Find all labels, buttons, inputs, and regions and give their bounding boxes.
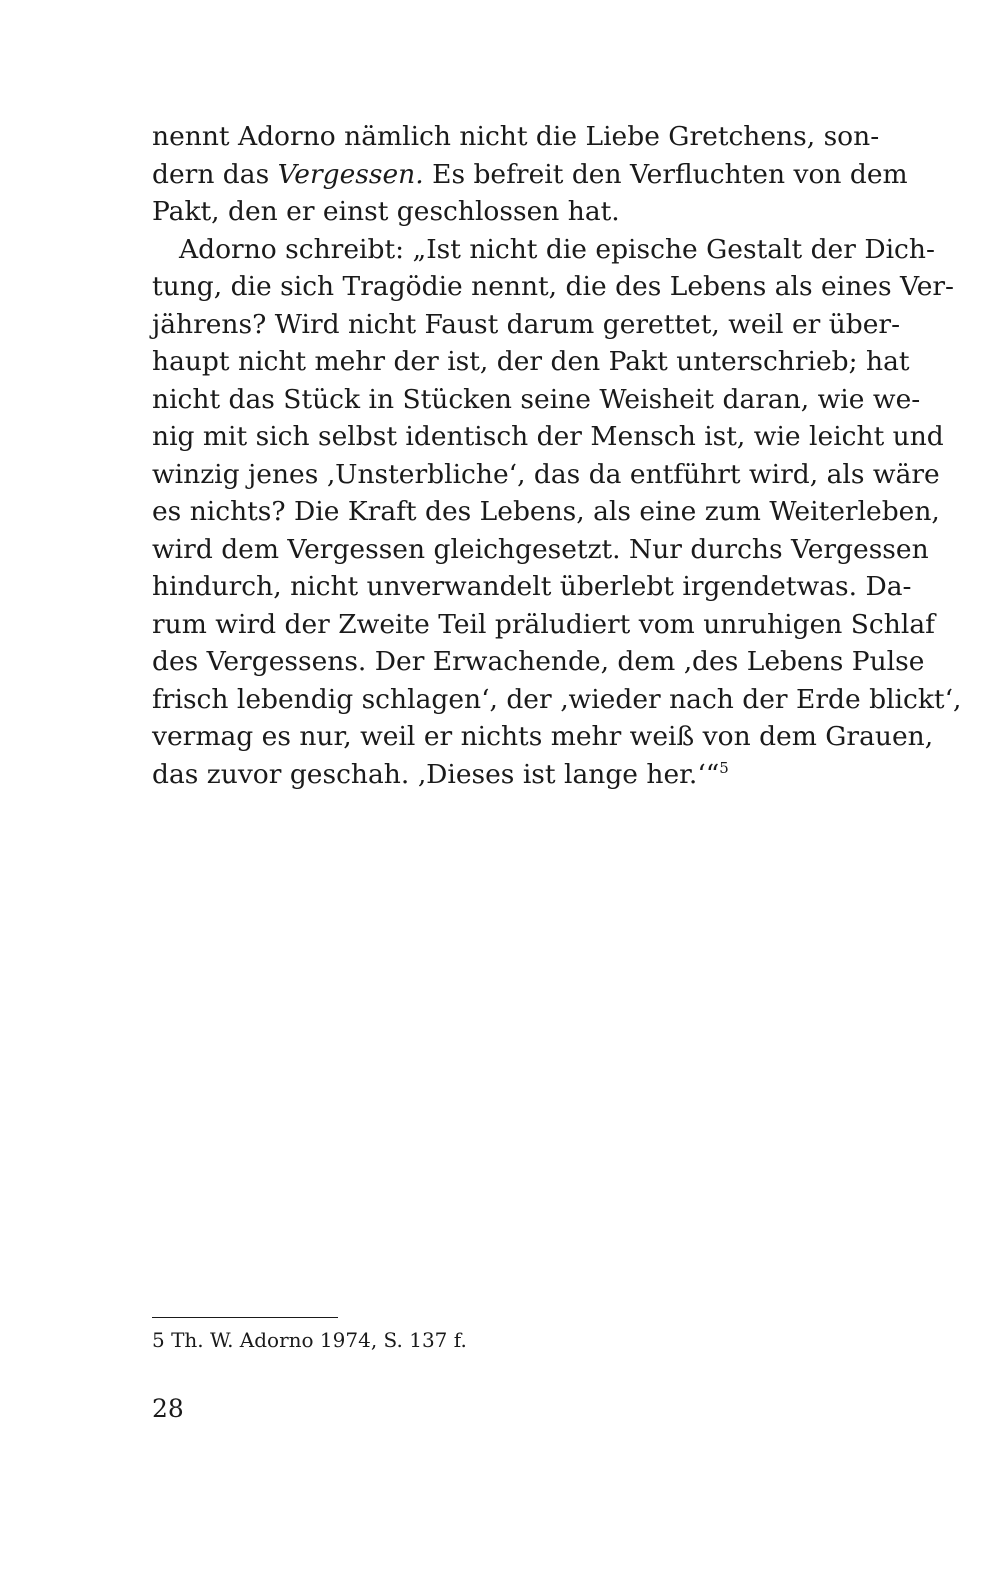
- text-line: nicht das Stück in Stücken seine Weisheit daran, wie we-: [152, 383, 921, 415]
- text-line: tung, die sich Tragödie nennt, die des Lebens als eines Ver-: [152, 271, 955, 302]
- body-text: [152, 118, 962, 793]
- text-line: Pakt, den er einst geschlossen hat.: [152, 196, 620, 227]
- text-line: winzig jenes ‚Unsterbliche‘, das da entführt wird, als wäre: [152, 458, 940, 490]
- text-line: des Vergessens. Der Erwachende, dem ‚des Lebens Pulse: [152, 646, 925, 677]
- text-line: haupt nicht mehr der ist, der den Pakt unterschrieb; hat: [152, 346, 910, 377]
- text-line: frisch lebendig schlagen‘, der ‚wieder nach der Erde blickt‘,: [152, 683, 962, 715]
- text-line: jährens? Wird nicht Faust darum gerettet, weil er über-: [152, 308, 901, 340]
- text-line: wird dem Vergessen gleichgesetzt. Nur durchs Vergessen: [152, 533, 929, 565]
- footnote-divider: [152, 1317, 338, 1318]
- footnote: 5 Th. W. Adorno 1974, S. 137 f.: [152, 1328, 467, 1352]
- page-number: 28: [152, 1394, 184, 1423]
- footnote-reference[interactable]: 5: [719, 758, 729, 777]
- text-line: es nichts? Die Kraft des Lebens, als eine zum Weiterleben,: [152, 496, 940, 527]
- text-line-paragraph-start: Adorno schreibt: „Ist nicht die epische Gestalt der Dich-: [179, 233, 935, 265]
- text-line: vermag es nur, weil er nichts mehr weiß von dem Grauen,: [152, 721, 934, 752]
- text-segment: dern das: [152, 158, 278, 190]
- italic-word: Vergessen.: [277, 158, 424, 190]
- text-line: hindurch, nicht unverwandelt überlebt irgendetwas. Da-: [152, 571, 912, 602]
- text-segment: das zuvor geschah. ‚Dieses ist lange her.‘“: [152, 758, 720, 790]
- text-line: [152, 156, 908, 194]
- text-line: nig mit sich selbst identisch der Mensch ist, wie leicht und: [152, 421, 944, 452]
- text-segment: Es befreit den Verfluchten von dem: [423, 158, 908, 190]
- text-line: nennt Adorno nämlich nicht die Liebe Gretchens, son-: [152, 121, 880, 152]
- text-line: [152, 756, 832, 794]
- text-line: rum wird der Zweite Teil präludiert vom unruhigen Schlaf: [152, 608, 935, 640]
